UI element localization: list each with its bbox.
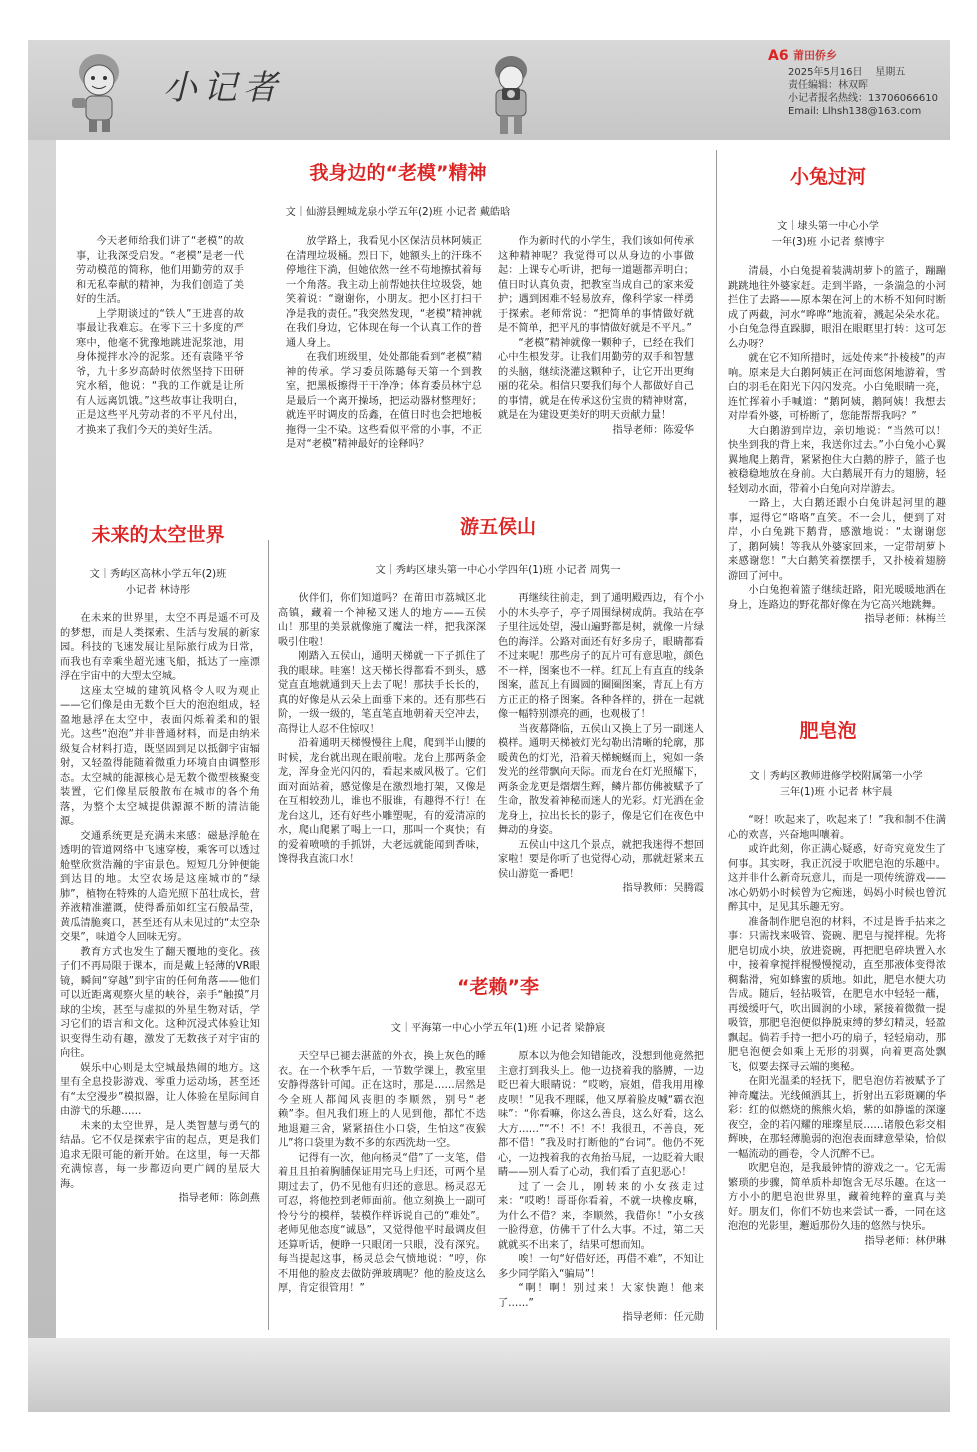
paragraph: “啊！啊！别过来！大家快跑！他来了……”	[498, 1283, 704, 1309]
teacher-credit: 指导老师：林伊琳	[864, 1235, 946, 1247]
paragraph: 原本以为他会知错能改，没想到他竟然把主意打到我头上。他一边挠着我的胳膊，一边眨巴着大眼睛说：“哎哟，宸姐，借我用用橡皮呗！”见我不理睬，他又厚着脸皮喊“霸衣泡味”：“你看嘛，你这么善良，这么好看，这么大方……”“不！不！不！我很丑，不善良，死都不借！”我及时打断他的“台词”。他仍不死心，一边拽着我的衣角抬马屁，一边眨着大眼睛——别人看了心动，我们看了直犯恶心！	[498, 1051, 704, 1178]
paragraph: 大白鹅游到岸边，亲切地说：“当然可以！快坐到我的背上来，我送你过去。”小白兔小心翼翼地爬上鹅背，紧紧抱住大白鹅的脖子，篮子也被稳稳地放在身前。大白鹅展开有力的翅膀，轻轻划动水面，带着小白兔向对岸游去。	[728, 425, 946, 495]
article-title: 游五侯山	[459, 516, 536, 538]
paragraph: “呀！吹起来了，吹起来了！”我和制不住满心的欢喜，兴奋地叫嚷着。	[728, 815, 946, 841]
article-title: 未来的太空世界	[91, 524, 225, 546]
paragraph: 作为新时代的小学生，我们该如何传承这种精神呢？我觉得可以从身边的小事做起：上课专心听讲，把每一道题都弄明白；值日时认真负责，把教室当成自己的家来爱护；遇到困难不轻易放弃，像科学家一样勇于探索。老师常说：“把简单的事情做好就是不简单，把平凡的事情做好就是不平凡。”	[498, 236, 694, 334]
paragraph: 教育方式也发生了翻天覆地的变化。孩子们不再局限于课本，而是戴上轻薄的VR眼镜，瞬间“穿越”到宇宙的任何角落——他们可以近距离观察火星的峡谷，亲手“触摸”月球的尘埃，甚至与虚拟的外星生物对话，学习它们的语言和文化。这种沉浸式体验让知识变得生动有趣，激发了无数孩子对宇宙的向往。	[60, 946, 260, 1059]
article-byline: 文｜秀屿区高林小学五年(2)班	[89, 569, 227, 580]
paragraph: 放学路上，我看见小区保洁员林阿姨正在清理垃圾桶。烈日下，她额头上的汗珠不停地往下淌，但她依然一丝不苟地擦拭着每一个角落。我主动上前帮她扶住垃圾袋，她笑着说：“谢谢你，小朋友。把小区打扫干净是我的责任。”我突然发现，“老模”精神就在我们身边，它体现在每一个认真工作的普通人身上。	[286, 236, 482, 349]
article-text	[278, 1050, 486, 1332]
article-byline: 文｜埭头第一中心小学	[777, 221, 879, 232]
paragraph: 未来的太空世界，是人类智慧与勇气的结晶。它不仅是探索宇宙的起点，更是我们追求无限可能的新开始。在这里，每一天都充满惊喜，每一步都迈向更广阔的星辰大海。	[60, 1120, 260, 1190]
paragraph: “老模”精神就像一颗种子，已经在我们心中生根发芽。让我们用勤劳的双手和智慧的头脑，继续浇灌这颗种子，让它开出更绚丽的花朵。相信只要我们每个人都做好自己的事情，就是在传承这份宝贵的精神财富，就是在为建设更美好的明天贡献力量！	[498, 337, 694, 421]
newspaper-page	[28, 40, 950, 1412]
section-title: 小记者	[163, 68, 283, 108]
teacher-credit: 指导老师：林梅兰	[864, 614, 946, 625]
article-text	[728, 814, 946, 1334]
column-divider	[716, 150, 717, 1330]
paragraph: 这座太空城的建筑风格令人叹为观止——它们像是由无数个巨大的泡泡组成，轻盈地悬浮在太空中，表面闪烁着柔和的银光。这些“泡泡”并非普通材料，而是由纳米级复合材料打造，既坚固到足以抵御宇宙辐射，又轻盈得能随着微重力环境自由调整形态。太空城的能源核心是无数个微型核聚变装置，它们像星辰般散布在城市的各个角落，为整个太空城提供源源不断的清洁能源。	[60, 685, 260, 827]
teacher-credit: 指导老师：陈剑燕	[178, 1193, 260, 1204]
article-title: 小兔过河	[789, 166, 866, 188]
article-title: “老赖”李	[457, 976, 539, 998]
article-byline: 文｜秀屿区埭头第一中心小学四年(1)班 小记者 周隽一	[375, 565, 621, 576]
paragraph: 准备制作肥皂泡的材料，不过是皆手拈来之事：只需找来吸管、瓷碗、肥皂与搅拌棍。先将肥皂切成小块，放进瓷碗，再把肥皂碎块置入水中，接着拿搅拌棍慢慢搅动，直至那液体变得浓稠黏滑，宛如蜂蜜的质地。如此，肥皂水便大功告成。随后，轻拈吸管，在肥皂水中轻轻一蘸，再缓缓吁气，吹出圆润的小球，紧接着微微一提吸管，那肥皂泡便似挣脱束缚的梦幻精灵，轻盈飘起。倘若手持一把小巧的扇子，轻轻扇动，那肥皂泡便会如乘上无形的羽翼，向着更高处飘飞，似要去探寻云端的奥秘。	[728, 916, 946, 1073]
paragraph: 伙伴们，你们知道吗？在莆田市荔城区北高镇，藏着一个神秘又迷人的地方——五侯山！那里的美景就像施了魔法一样，把我深深吸引住啦！	[278, 593, 486, 648]
teacher-credit: 指导教师：吴腾霞	[622, 883, 704, 894]
article-text	[286, 235, 482, 535]
hotline: 小记者报名热线：13706066610	[788, 93, 938, 104]
article-text	[728, 265, 946, 707]
paragraph: 刚踏入五侯山，通明天梯就一下子抓住了我的眼球。哇塞！这天梯长得都看不到头，感觉直直地就通到天上去了呢！那扶手长长的，真的好像是从云朵上面垂下来的。还有那些石阶，一级一级的，笔直笔直地朝着天空冲去，高得让人忍不住惊叹！	[278, 651, 486, 735]
paragraph: 交通系统更是充满未来感：磁悬浮舱在透明的管道网络中飞速穿梭，乘客可以透过舱壁欣赏浩瀚的宇宙景色。短短几分钟便能到达目的地。太空农场是这座城市的“绿肺”，植物在特殊的人造光照下茁壮成长，营养液精准灌溉，使得番茄如红宝石般晶莹，黄瓜清脆爽口，甚至还有从未见过的“太空杂交果”，味道令人回味无穷。	[60, 830, 260, 943]
paragraph: 吹肥皂泡，是我最钟情的游戏之一。它无需繁琐的步骤，简单质朴却饱含无尽乐趣。在这一方小小的肥皂泡世界里，藏着纯粹的童真与美好。朋友们，你们不妨也来尝试一番，一同在这泡泡的光影里，邂逅那份久违的悠然与快乐。	[728, 1163, 946, 1232]
bottom-decor-band	[28, 1338, 950, 1412]
paragraph: 唉！一句“好借好还，再借不难”，不知让多少同学陷入“骗局”！	[498, 1254, 704, 1280]
paragraph: 在未来的世界里，太空不再是遥不可及的梦想，而是人类探索、生活与发展的新家园。科技的飞速发展让星际旅行成为日常，而我也有幸乘坐超光速飞船，抵达了一座漂浮在宇宙中的大型太空城。	[60, 613, 260, 682]
article-title: 肥皂泡	[799, 720, 857, 742]
teacher-credit: 指导老师：任元勋	[622, 1312, 704, 1323]
article-byline: 文｜仙游县鲤城龙泉小学五年(2)班 小记者 戴皓晗	[285, 207, 511, 218]
kid-camera-illustration	[480, 52, 542, 138]
article-byline: 文｜平海第一中心小学五年(1)班 小记者 梁静宸	[390, 1023, 606, 1034]
paragraph: 在我们班级里，处处都能看到“老模”精神的传承。学习委员陈璐每天第一个到教室，把黑板擦得干干净净；体育委员林宁总是最后一个离开操场，把运动器材整理好；就连平时调皮的岳鑫，在值日时也会把地板拖得一尘不染。这些看似平常的小事，不正是对“老模”精神最好的诠释吗？	[286, 352, 482, 450]
article-byline: 一年(3)班 小记者 蔡博宇	[771, 237, 885, 248]
mascot-illustration	[64, 50, 134, 135]
article-text	[60, 612, 260, 1334]
header-info	[788, 66, 948, 118]
issue-weekday: 星期五	[875, 67, 906, 78]
paragraph: 一路上，大白鹅还跟小白兔讲起河里的趣事，逗得它“咯咯”直笑。不一会儿，便到了对岸，小白兔跳下鹅背，感激地说：“太谢谢您了，鹅阿姨！等我从外婆家回来，一定带胡萝卜来感谢您！”大白鹅笑着摆摆手，又扑棱着翅膀游回了河中。	[728, 498, 946, 582]
paragraph: 记得有一次，他向杨灵“借”了一支笔，借着且且拍着胸脯保证用完马上归还，可两个星期过去了，仍不见他有归还的意思。杨灵忍无可忍，将他控到老师面前。他立刻换上一副可怜兮兮的模样，装模作样诉说自己的“难处”。老师见他态度“诚恳”，又觉得他平时最调皮但还算听话，便睁一只眼闭一只眼，没有深究。每当提起这事，杨灵总会气愤地说：“哼，你不用他的脸皮去做防弹玻璃呢？他的脸皮这么厚，肯定很管用！”	[278, 1152, 486, 1294]
article-byline: 小记者 林诗彤	[125, 585, 191, 596]
paragraph: 今天老师给我们讲了“老模”的故事，让我深受启发。“老模”是老一代劳动模范的简称，他们用勤劳的双手和无私奉献的精神，为我们创造了美好的生活。	[76, 236, 244, 305]
article-text	[498, 1050, 704, 1332]
paragraph: 再继续往前走，到了通明殿西边，有个小小的木头亭子，亭子周围绿树成荫。我站在亭子里往远处望，漫山遍野都是树，就像一片绿色的海洋。公路对面还有好多房子，眼睛都看不过来呢！那些房子的瓦片可有意思啦，颜色不一样，图案也不一样。红瓦上有直直的线条图案，蓝瓦上有圆圆的圈圈图案，青瓦上有方方正正的格子图案。各种各样的，拼在一起就像一幅特别漂亮的画，也观极了！	[498, 593, 704, 720]
article-title: 我身边的“老模”精神	[309, 162, 487, 184]
page-header	[28, 40, 950, 140]
paragraph: 沿着通明天梯慢慢往上爬，爬到半山腰的时候，龙台就出现在眼前啦。龙台上那两条金龙，浑身金光闪闪的，看起来威风极了。它们面对面站着，感觉像是在激烈地打架，又像是在互相较劲儿，谁也不服谁，有趣得不行！在龙台这儿，还有好些小雕塑呢，有的爱清凉的水，爬山爬累了喝上一口，那叫一个爽快；有的爱着喷喷的手抓饼，大老远就能闻到香味，馋得我直流口水！	[278, 738, 486, 865]
paragraph: 清晨，小白兔提着装满胡萝卜的篮子，蹦蹦跳跳地往外婆家赶。走到半路，一条湍急的小河拦住了去路——原本架在河上的木桥不知何时断成了两截，河水“哗哗”地流着，溅起朵朵水花。小白兔急得直跺脚，眼泪在眼眶里打转：这可怎么办呀？	[728, 266, 946, 350]
article-text	[76, 235, 244, 535]
paragraph: 娱乐中心则是太空城最热闹的地方。这里有全息投影游戏、零重力运动场，甚至还有“太空漫步”模拟器，让人体验在星际间自由游弋的乐趣……	[60, 1062, 260, 1117]
article-text	[278, 592, 486, 962]
column-divider	[268, 540, 269, 1330]
paper-name: 莆田侨乡	[793, 49, 837, 62]
paragraph: 或许此刻，你正满心疑惑，好奇究竟发生了何事。其实呀，我正沉浸于吹肥皂泡的乐趣中。这并非什么新奇玩意儿，而是一项传统游戏——冰心奶奶小时候曾为它痴迷，妈妈小时候也曾沉醉其中，足见其乐趣无穷。	[728, 844, 946, 913]
article-text	[498, 592, 704, 962]
paragraph: 当夜幕降临，五侯山又换上了另一副迷人模样。通明天梯被灯光勾勒出清晰的轮廓，那暖黄色的灯光，沿着天梯蜿蜒而上，宛如一条发光的丝带飘向天际。而龙台在灯光照耀下，两条金龙更是熠熠生辉，鳞片都仿佛被赋予了生命，散发着神秘而迷人的光彩。灯光洒在金龙身上，拉出长长的影子，像是它们在夜色中舞动的身姿。	[498, 723, 704, 836]
paragraph: 天空早已褪去湛蓝的外衣，换上灰色的睡衣。在一个秋季午后，一节数学课上，教室里安静得落针可闻。正在这时，那是……居然是今全班人都闻风丧胆的李顺然，别号“老赖”李。但凡我们班上的人见到他，都忙不迭地退避三舍，紧紧捂住小口袋，生怕这“夜猴儿”将口袋里为数不多的东西洗劫一空。	[278, 1051, 486, 1149]
paragraph: 五侯山中这几个景点，就把我迷得不想回家啦！要是你听了也觉得心动，那就赶紧来五侯山游览一番吧！	[498, 839, 704, 880]
paragraph: 上学期谈过的“铁人”王进喜的故事最让我难忘。在零下三十多度的严寒中，他毫不犹豫地跳进泥浆池，用身体搅拌水冷的泥浆。还有袁隆平爷爷，九十多岁高龄时依然坚持下田研究水稻，他说：“我的工作就是让所有人远离饥饿。”这些故事让我明白，正是这些平凡劳动者的不平凡付出，才换来了我们今天的美好生活。	[76, 308, 244, 436]
paragraph: 过了一会儿，刚转来的小女孩走过来：“哎哟！哥哥你看着，不就一块橡皮嘛，为什么不借？来，李顺然，我借你！”小女孩一脸得意，仿佛干了什么大事。不过，第二天就就买不出来了，结果可想而知。	[498, 1181, 704, 1251]
paragraph: 就在它不知所措时，远处传来“扑棱棱”的声响。原来是大白鹅阿姨正在河面悠闲地游着，雪白的羽毛在阳光下闪闪发亮。小白兔眼睛一亮，连忙挥着小手喊道：“鹅阿姨，鹅阿姨！我想去对岸看外婆，可桥断了，您能帮帮我吗？”	[728, 353, 946, 422]
editor-credit: 责任编辑：林双晖	[788, 80, 868, 91]
paragraph: 在阳光温柔的轻抚下，肥皂泡仿若被赋予了神奇魔法。光线倾洒其上，折射出五彩斑斓的华彩：红的似燃烧的熊熊火焰，紫的如静谧的深邃夜空，金的若闪耀的璀璨星辰……诸般色彩交相辉映，在那轻薄脆弱的泡泡表面肆意晕染，恰似一幅流动的画卷，令人沉醉不已。	[728, 1076, 946, 1160]
issue-date: 2025年5月16日	[788, 67, 863, 78]
email: Email: Llhsh138@163.com	[788, 106, 922, 117]
article-text	[498, 235, 694, 535]
page-number: A6	[768, 48, 789, 64]
teacher-credit: 指导老师：陈爱华	[612, 424, 694, 436]
article-byline: 文｜秀屿区教师进修学校附属第一小学	[749, 771, 923, 782]
paragraph: 小白兔抱着篮子继续赶路，阳光暖暖地洒在身上，连路边的野花都好像在为它高兴地跳舞。	[728, 585, 946, 611]
left-decor-band	[28, 140, 56, 1412]
article-byline: 三年(1)班 小记者 林宇晨	[779, 787, 893, 798]
